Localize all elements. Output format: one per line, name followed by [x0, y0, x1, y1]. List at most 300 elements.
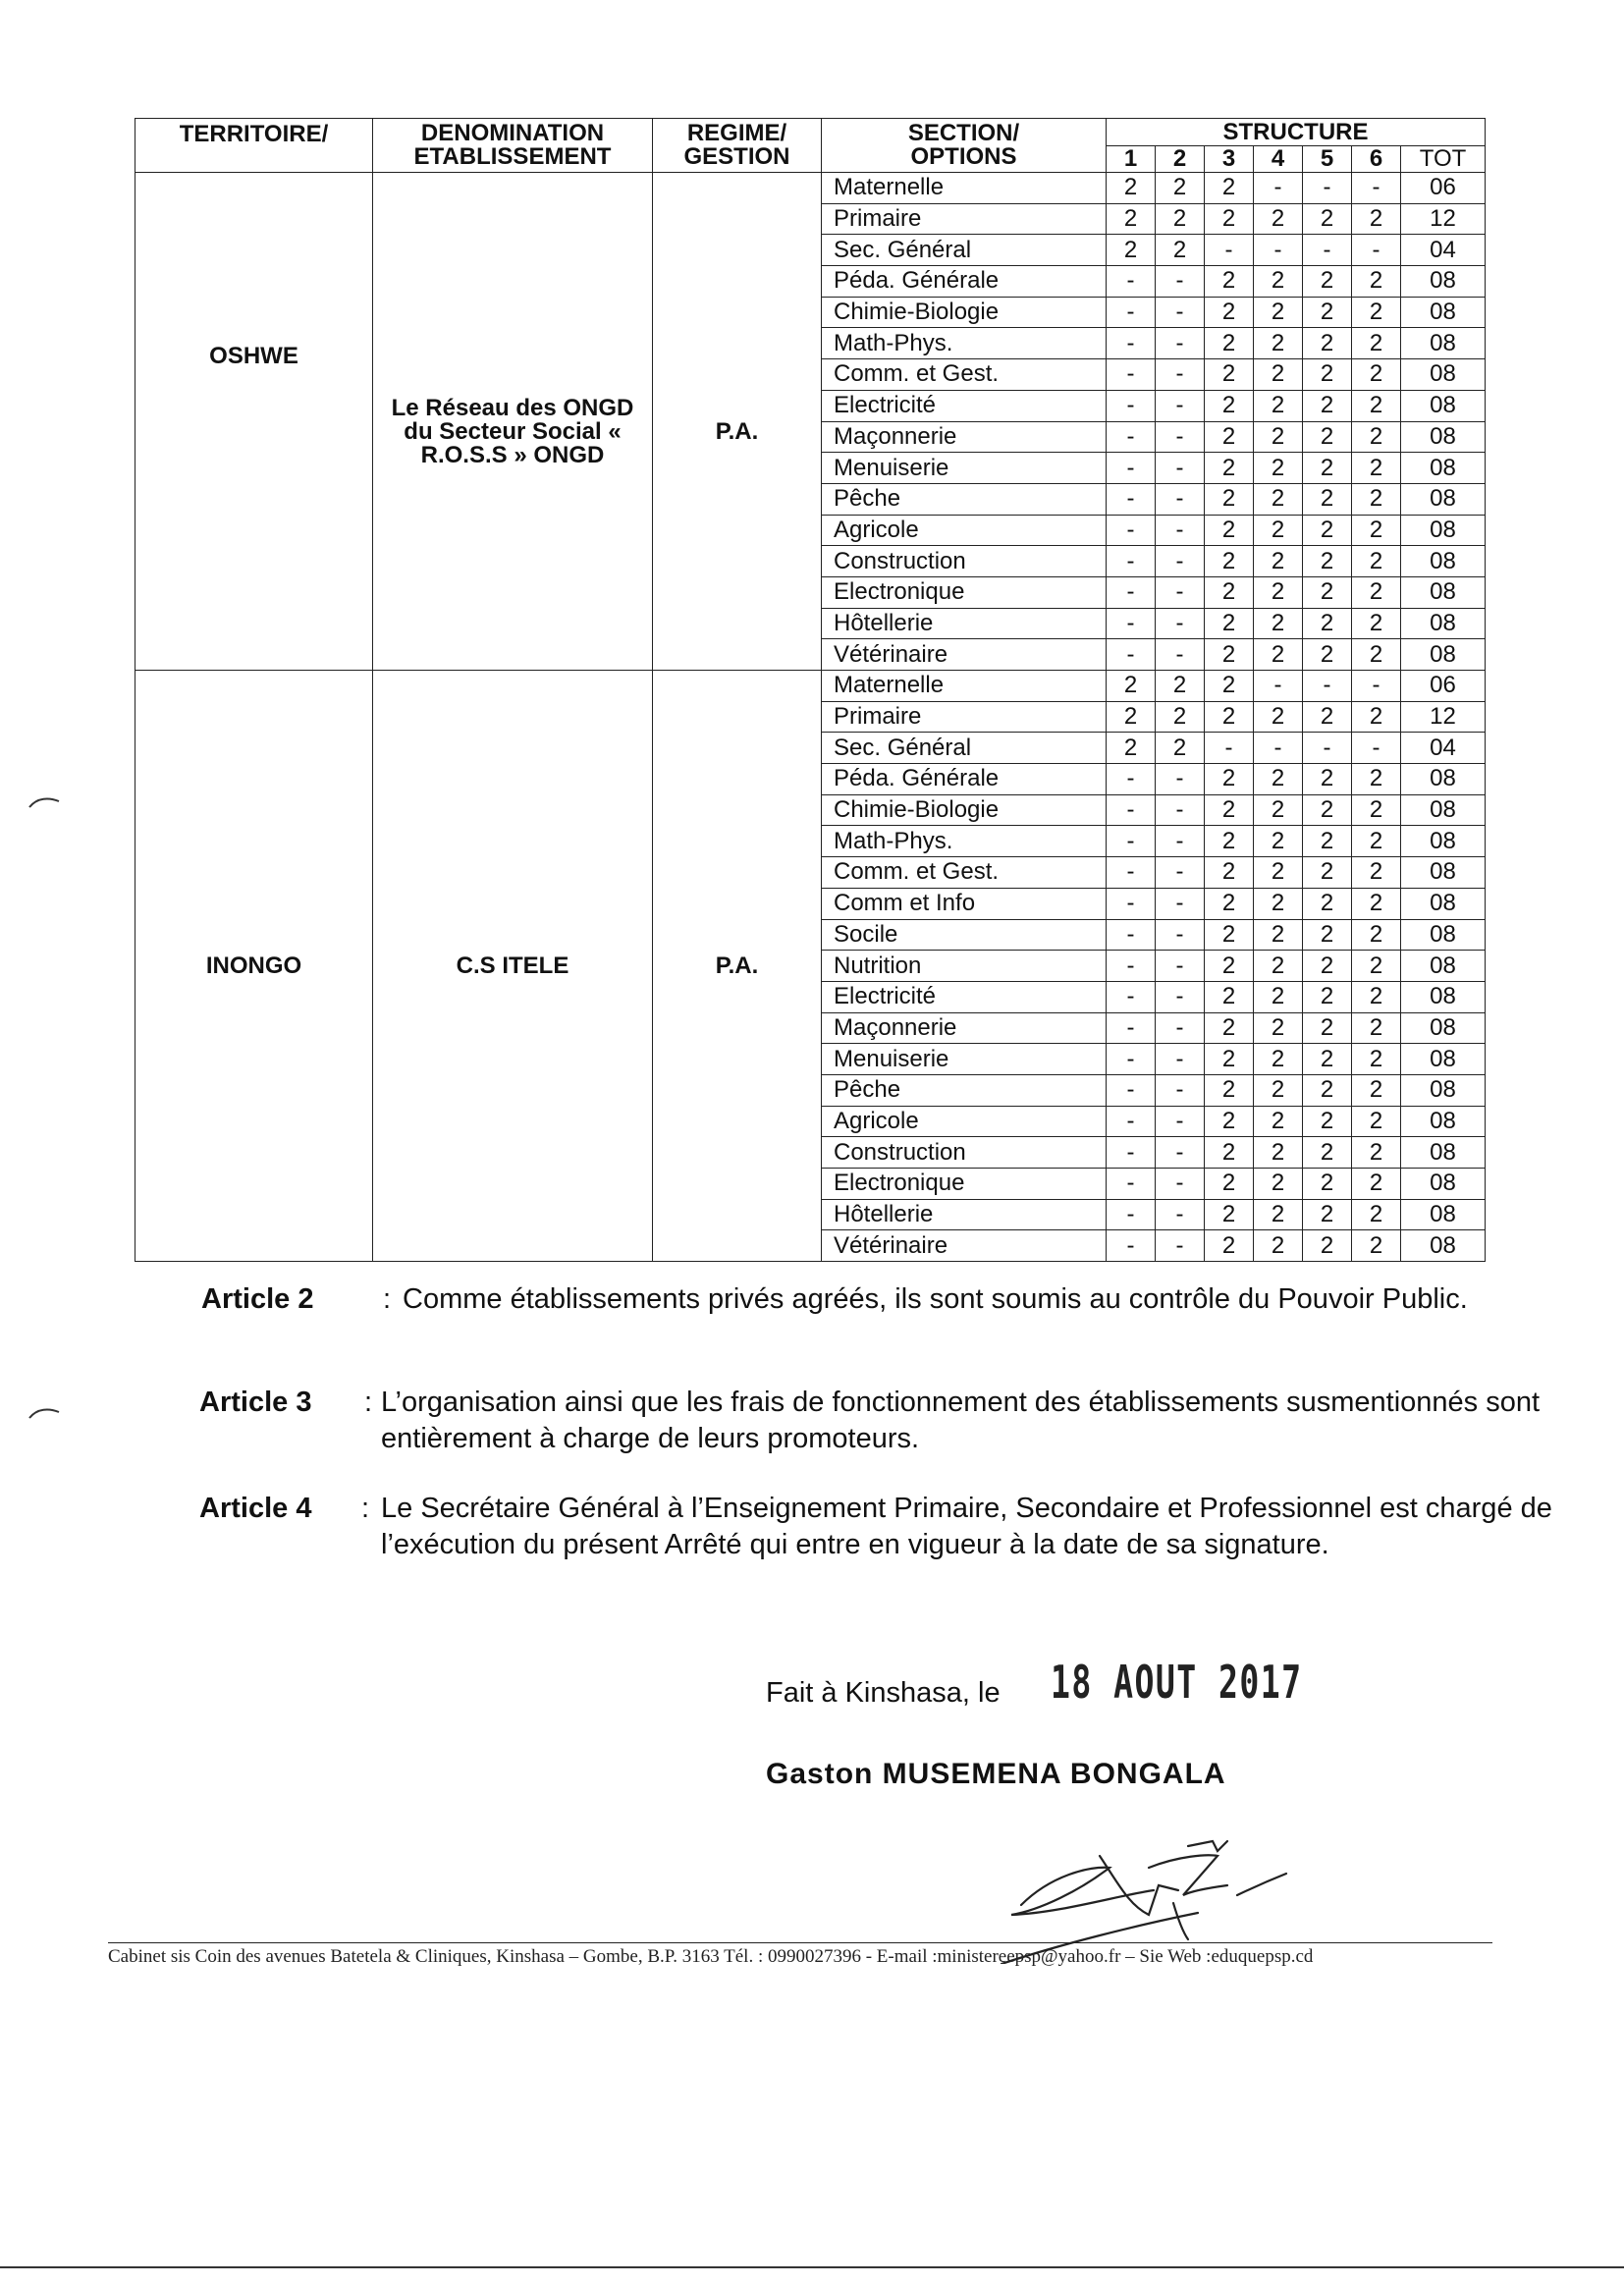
total-cell: 08 — [1401, 515, 1486, 546]
level-cell: 2 — [1303, 1230, 1352, 1262]
level-cell: 2 — [1352, 701, 1401, 733]
level-cell: 2 — [1303, 608, 1352, 639]
total-cell: 08 — [1401, 919, 1486, 951]
level-cell: 2 — [1205, 203, 1254, 235]
level-cell: - — [1107, 266, 1156, 298]
level-cell: 2 — [1156, 235, 1205, 266]
header-regime: REGIME/ GESTION — [653, 119, 822, 173]
level-cell: - — [1156, 390, 1205, 421]
total-cell: 06 — [1401, 671, 1486, 702]
level-cell: 2 — [1107, 203, 1156, 235]
level-cell: 2 — [1254, 328, 1303, 359]
level-cell: 2 — [1254, 951, 1303, 982]
margin-mark — [27, 1404, 61, 1422]
level-cell: 2 — [1352, 266, 1401, 298]
level-cell: 2 — [1107, 733, 1156, 764]
level-cell: - — [1107, 1169, 1156, 1200]
level-cell: - — [1303, 733, 1352, 764]
level-cell: 2 — [1352, 483, 1401, 515]
level-cell: 2 — [1156, 733, 1205, 764]
level-cell: - — [1107, 1137, 1156, 1169]
total-cell: 08 — [1401, 826, 1486, 857]
level-cell: 2 — [1303, 359, 1352, 391]
header-level-2: 2 — [1156, 146, 1205, 173]
level-cell: - — [1107, 826, 1156, 857]
total-cell: 08 — [1401, 1106, 1486, 1137]
level-cell: - — [1156, 297, 1205, 328]
header-territoire: TERRITOIRE/ — [135, 119, 373, 173]
level-cell: 2 — [1303, 951, 1352, 982]
level-cell: - — [1303, 173, 1352, 204]
level-cell: - — [1156, 546, 1205, 577]
level-cell: 2 — [1205, 701, 1254, 733]
level-cell: 2 — [1156, 173, 1205, 204]
level-cell: - — [1156, 951, 1205, 982]
section-option-cell: Electronique — [822, 576, 1107, 608]
level-cell: 2 — [1205, 1169, 1254, 1200]
level-cell: 2 — [1352, 888, 1401, 919]
level-cell: - — [1205, 733, 1254, 764]
article-colon: : — [383, 1283, 392, 1315]
level-cell: - — [1107, 421, 1156, 453]
total-cell: 08 — [1401, 1230, 1486, 1262]
level-cell: 2 — [1107, 235, 1156, 266]
level-cell: 2 — [1352, 453, 1401, 484]
level-cell: - — [1107, 483, 1156, 515]
signer-name: Gaston MUSEMENA BONGALA — [766, 1758, 1226, 1790]
level-cell: - — [1156, 981, 1205, 1012]
level-cell: - — [1156, 857, 1205, 889]
header-level-3: 3 — [1205, 146, 1254, 173]
article-text: Comme établissements privés agréés, ils sont soumis au contrôle du Pouvoir Public. — [403, 1283, 1468, 1315]
section-option-cell: Construction — [822, 546, 1107, 577]
level-cell: 2 — [1303, 1199, 1352, 1230]
level-cell: - — [1107, 359, 1156, 391]
level-cell: - — [1254, 733, 1303, 764]
article-label: Article 4 — [199, 1493, 312, 1524]
level-cell: 2 — [1303, 639, 1352, 671]
level-cell: 2 — [1352, 203, 1401, 235]
level-cell: 2 — [1205, 764, 1254, 795]
level-cell: 2 — [1205, 515, 1254, 546]
level-cell: 2 — [1254, 1044, 1303, 1075]
level-cell: 2 — [1254, 1074, 1303, 1106]
section-option-cell: Math-Phys. — [822, 328, 1107, 359]
level-cell: - — [1156, 421, 1205, 453]
level-cell: 2 — [1352, 421, 1401, 453]
header-structure: STRUCTURE — [1107, 119, 1486, 146]
level-cell: 2 — [1352, 359, 1401, 391]
level-cell: - — [1156, 1044, 1205, 1075]
level-cell: 2 — [1303, 1074, 1352, 1106]
level-cell: 2 — [1352, 297, 1401, 328]
level-cell: - — [1352, 173, 1401, 204]
section-option-cell: Nutrition — [822, 951, 1107, 982]
level-cell: 2 — [1254, 826, 1303, 857]
total-cell: 08 — [1401, 981, 1486, 1012]
level-cell: 2 — [1303, 483, 1352, 515]
level-cell: 2 — [1254, 981, 1303, 1012]
level-cell: - — [1107, 1199, 1156, 1230]
level-cell: 2 — [1205, 576, 1254, 608]
header-level-5: 5 — [1303, 146, 1352, 173]
level-cell: 2 — [1352, 1106, 1401, 1137]
level-cell: - — [1156, 576, 1205, 608]
section-option-cell: Péda. Générale — [822, 764, 1107, 795]
level-cell: - — [1107, 390, 1156, 421]
level-cell: 2 — [1303, 576, 1352, 608]
level-cell: - — [1107, 857, 1156, 889]
level-cell: 2 — [1352, 1199, 1401, 1230]
level-cell: 2 — [1352, 1169, 1401, 1200]
total-cell: 12 — [1401, 203, 1486, 235]
level-cell: 2 — [1254, 390, 1303, 421]
level-cell: - — [1156, 453, 1205, 484]
level-cell: 2 — [1254, 546, 1303, 577]
level-cell: 2 — [1303, 266, 1352, 298]
level-cell: 2 — [1254, 483, 1303, 515]
level-cell: - — [1156, 1074, 1205, 1106]
total-cell: 08 — [1401, 390, 1486, 421]
level-cell: 2 — [1254, 919, 1303, 951]
header-section: SECTION/ OPTIONS — [822, 119, 1107, 173]
article-colon: : — [361, 1493, 370, 1524]
level-cell: 2 — [1254, 888, 1303, 919]
section-option-cell: Construction — [822, 1137, 1107, 1169]
level-cell: 2 — [1303, 1012, 1352, 1044]
footer-address: Cabinet sis Coin des avenues Batetela & Cliniques, Kinshasa – Gombe, B.P. 3163 Tél. : 0990027396 - E-mail :ministereepsp@yahoo.fr – Sie Web :eduquepsp.cd — [108, 1946, 1314, 1967]
total-cell: 08 — [1401, 576, 1486, 608]
level-cell: - — [1107, 576, 1156, 608]
table-row — [135, 671, 1486, 702]
level-cell: 2 — [1352, 546, 1401, 577]
header-level-tot: TOT — [1401, 146, 1486, 173]
article-text: L’organisation ainsi que les frais de fonctionnement des établissements susmentionnés sont entièrement à charge de leurs promoteurs. — [381, 1387, 1541, 1455]
total-cell: 08 — [1401, 328, 1486, 359]
level-cell: 2 — [1254, 1012, 1303, 1044]
level-cell: 2 — [1303, 1169, 1352, 1200]
level-cell: 2 — [1352, 1230, 1401, 1262]
level-cell: - — [1156, 483, 1205, 515]
territoire-cell: OSHWE — [135, 173, 373, 671]
level-cell: 2 — [1205, 546, 1254, 577]
total-cell: 08 — [1401, 888, 1486, 919]
level-cell: 2 — [1254, 857, 1303, 889]
level-cell: 2 — [1303, 826, 1352, 857]
section-option-cell: Sec. Général — [822, 235, 1107, 266]
level-cell: - — [1352, 733, 1401, 764]
level-cell: - — [1107, 888, 1156, 919]
level-cell: - — [1156, 515, 1205, 546]
level-cell: 2 — [1303, 888, 1352, 919]
level-cell: 2 — [1205, 1044, 1254, 1075]
total-cell: 08 — [1401, 1074, 1486, 1106]
level-cell: 2 — [1205, 826, 1254, 857]
level-cell: - — [1303, 671, 1352, 702]
total-cell: 08 — [1401, 639, 1486, 671]
level-cell: 2 — [1254, 421, 1303, 453]
level-cell: 2 — [1205, 794, 1254, 826]
section-option-cell: Maternelle — [822, 173, 1107, 204]
level-cell: 2 — [1205, 981, 1254, 1012]
level-cell: 2 — [1205, 390, 1254, 421]
level-cell: 2 — [1352, 1012, 1401, 1044]
level-cell: 2 — [1254, 764, 1303, 795]
level-cell: - — [1107, 919, 1156, 951]
level-cell: 2 — [1352, 1074, 1401, 1106]
level-cell: - — [1107, 794, 1156, 826]
level-cell: - — [1303, 235, 1352, 266]
total-cell: 04 — [1401, 235, 1486, 266]
level-cell: - — [1156, 1106, 1205, 1137]
total-cell: 04 — [1401, 733, 1486, 764]
level-cell: 2 — [1205, 1012, 1254, 1044]
total-cell: 08 — [1401, 1169, 1486, 1200]
total-cell: 08 — [1401, 1012, 1486, 1044]
level-cell: 2 — [1205, 483, 1254, 515]
total-cell: 06 — [1401, 173, 1486, 204]
total-cell: 08 — [1401, 794, 1486, 826]
total-cell: 08 — [1401, 421, 1486, 453]
level-cell: - — [1107, 1012, 1156, 1044]
level-cell: - — [1156, 794, 1205, 826]
level-cell: - — [1107, 764, 1156, 795]
level-cell: 2 — [1303, 453, 1352, 484]
level-cell: 2 — [1352, 515, 1401, 546]
level-cell: 2 — [1352, 826, 1401, 857]
total-cell: 08 — [1401, 266, 1486, 298]
total-cell: 08 — [1401, 764, 1486, 795]
level-cell: 2 — [1254, 359, 1303, 391]
footer-rule — [108, 1942, 1492, 1943]
level-cell: 2 — [1303, 1044, 1352, 1075]
total-cell: 08 — [1401, 951, 1486, 982]
header-level-4: 4 — [1254, 146, 1303, 173]
total-cell: 08 — [1401, 1137, 1486, 1169]
level-cell: - — [1156, 1137, 1205, 1169]
level-cell: 2 — [1352, 608, 1401, 639]
level-cell: 2 — [1107, 701, 1156, 733]
level-cell: - — [1107, 1044, 1156, 1075]
level-cell: 2 — [1303, 546, 1352, 577]
level-cell: - — [1156, 1012, 1205, 1044]
level-cell: 2 — [1205, 888, 1254, 919]
section-option-cell: Hôtellerie — [822, 608, 1107, 639]
total-cell: 12 — [1401, 701, 1486, 733]
section-option-cell: Maçonnerie — [822, 421, 1107, 453]
level-cell: - — [1107, 1230, 1156, 1262]
level-cell: 2 — [1205, 1106, 1254, 1137]
level-cell: 2 — [1254, 453, 1303, 484]
level-cell: - — [1156, 639, 1205, 671]
level-cell: - — [1107, 1106, 1156, 1137]
level-cell: - — [1107, 328, 1156, 359]
level-cell: - — [1107, 546, 1156, 577]
level-cell: 2 — [1254, 1137, 1303, 1169]
level-cell: - — [1107, 951, 1156, 982]
level-cell: 2 — [1205, 951, 1254, 982]
regime-cell: P.A. — [653, 173, 822, 671]
article-label: Article 3 — [199, 1387, 312, 1418]
level-cell: 2 — [1156, 671, 1205, 702]
level-cell: 2 — [1352, 764, 1401, 795]
section-option-cell: Socile — [822, 919, 1107, 951]
level-cell: 2 — [1303, 390, 1352, 421]
section-option-cell: Primaire — [822, 701, 1107, 733]
level-cell: 2 — [1254, 266, 1303, 298]
level-cell: - — [1156, 608, 1205, 639]
level-cell: - — [1205, 235, 1254, 266]
level-cell: 2 — [1352, 919, 1401, 951]
level-cell: 2 — [1205, 1137, 1254, 1169]
level-cell: - — [1156, 919, 1205, 951]
total-cell: 08 — [1401, 608, 1486, 639]
level-cell: - — [1156, 359, 1205, 391]
section-option-cell: Pêche — [822, 483, 1107, 515]
level-cell: 2 — [1303, 421, 1352, 453]
level-cell: - — [1107, 981, 1156, 1012]
header-level-6: 6 — [1352, 146, 1401, 173]
level-cell: - — [1156, 266, 1205, 298]
section-option-cell: Menuiserie — [822, 453, 1107, 484]
level-cell: - — [1254, 173, 1303, 204]
level-cell: 2 — [1303, 857, 1352, 889]
level-cell: 2 — [1303, 701, 1352, 733]
level-cell: 2 — [1107, 173, 1156, 204]
place-date-text: Fait à Kinshasa, le — [766, 1677, 1001, 1709]
level-cell: - — [1156, 1230, 1205, 1262]
margin-mark — [27, 793, 61, 811]
regime-cell: P.A. — [653, 671, 822, 1262]
section-option-cell: Hôtellerie — [822, 1199, 1107, 1230]
section-option-cell: Agricole — [822, 1106, 1107, 1137]
level-cell: 2 — [1254, 1230, 1303, 1262]
level-cell: 2 — [1205, 266, 1254, 298]
section-option-cell: Menuiserie — [822, 1044, 1107, 1075]
level-cell: 2 — [1205, 671, 1254, 702]
denomination-cell: Le Réseau des ONGD du Secteur Social « R.O.S.S » ONGD — [373, 173, 653, 671]
level-cell: 2 — [1303, 981, 1352, 1012]
level-cell: 2 — [1205, 173, 1254, 204]
level-cell: 2 — [1254, 1106, 1303, 1137]
section-option-cell: Vétérinaire — [822, 639, 1107, 671]
total-cell: 08 — [1401, 1044, 1486, 1075]
section-option-cell: Comm. et Gest. — [822, 857, 1107, 889]
section-option-cell: Comm et Info — [822, 888, 1107, 919]
level-cell: 2 — [1254, 515, 1303, 546]
level-cell: 2 — [1205, 639, 1254, 671]
level-cell: 2 — [1352, 390, 1401, 421]
level-cell: 2 — [1352, 857, 1401, 889]
level-cell: 2 — [1205, 453, 1254, 484]
scan-edge-line — [0, 2266, 1624, 2268]
level-cell: - — [1352, 671, 1401, 702]
level-cell: 2 — [1303, 764, 1352, 795]
level-cell: 2 — [1352, 1137, 1401, 1169]
level-cell: 2 — [1254, 203, 1303, 235]
level-cell: - — [1107, 515, 1156, 546]
table-row — [135, 173, 1486, 204]
territoire-cell: INONGO — [135, 671, 373, 1262]
level-cell: 2 — [1107, 671, 1156, 702]
level-cell: 2 — [1352, 328, 1401, 359]
level-cell: 2 — [1205, 1074, 1254, 1106]
level-cell: 2 — [1205, 1199, 1254, 1230]
level-cell: - — [1156, 328, 1205, 359]
level-cell: 2 — [1254, 608, 1303, 639]
level-cell: 2 — [1205, 421, 1254, 453]
level-cell: 2 — [1303, 1137, 1352, 1169]
level-cell: 2 — [1205, 297, 1254, 328]
level-cell: 2 — [1352, 576, 1401, 608]
level-cell: 2 — [1303, 515, 1352, 546]
level-cell: - — [1107, 453, 1156, 484]
level-cell: - — [1156, 1199, 1205, 1230]
level-cell: 2 — [1254, 701, 1303, 733]
denomination-cell: C.S ITELE — [373, 671, 653, 1262]
section-option-cell: Chimie-Biologie — [822, 297, 1107, 328]
level-cell: 2 — [1254, 1169, 1303, 1200]
level-cell: - — [1156, 888, 1205, 919]
section-option-cell: Electricité — [822, 390, 1107, 421]
level-cell: 2 — [1303, 328, 1352, 359]
schools-structure-table — [135, 118, 1486, 1262]
level-cell: 2 — [1352, 981, 1401, 1012]
section-option-cell: Agricole — [822, 515, 1107, 546]
total-cell: 08 — [1401, 453, 1486, 484]
total-cell: 08 — [1401, 1199, 1486, 1230]
section-option-cell: Math-Phys. — [822, 826, 1107, 857]
section-option-cell: Maternelle — [822, 671, 1107, 702]
level-cell: - — [1254, 235, 1303, 266]
level-cell: - — [1107, 1074, 1156, 1106]
section-option-cell: Maçonnerie — [822, 1012, 1107, 1044]
level-cell: 2 — [1156, 203, 1205, 235]
level-cell: 2 — [1156, 701, 1205, 733]
level-cell: 2 — [1254, 639, 1303, 671]
total-cell: 08 — [1401, 483, 1486, 515]
section-option-cell: Chimie-Biologie — [822, 794, 1107, 826]
section-option-cell: Vétérinaire — [822, 1230, 1107, 1262]
level-cell: 2 — [1205, 608, 1254, 639]
section-option-cell: Comm. et Gest. — [822, 359, 1107, 391]
article-text: Le Secrétaire Général à l’Enseignement Primaire, Secondaire et Professionnel est chargé de l’exécution du présent Arrêté qui entre en vigueur à la date de sa signature. — [381, 1493, 1552, 1561]
article-colon: : — [364, 1387, 373, 1418]
level-cell: 2 — [1352, 951, 1401, 982]
level-cell: 2 — [1254, 1199, 1303, 1230]
section-option-cell: Péda. Générale — [822, 266, 1107, 298]
level-cell: - — [1156, 1169, 1205, 1200]
section-option-cell: Pêche — [822, 1074, 1107, 1106]
level-cell: 2 — [1205, 328, 1254, 359]
total-cell: 08 — [1401, 297, 1486, 328]
level-cell: 2 — [1303, 1106, 1352, 1137]
level-cell: 2 — [1205, 857, 1254, 889]
level-cell: 2 — [1205, 1230, 1254, 1262]
header-level-1: 1 — [1107, 146, 1156, 173]
section-option-cell: Electricité — [822, 981, 1107, 1012]
handwritten-signature — [982, 1797, 1335, 1964]
section-option-cell: Sec. Général — [822, 733, 1107, 764]
total-cell: 08 — [1401, 359, 1486, 391]
level-cell: - — [1352, 235, 1401, 266]
article-label: Article 2 — [201, 1283, 314, 1315]
level-cell: - — [1156, 764, 1205, 795]
total-cell: 08 — [1401, 546, 1486, 577]
level-cell: - — [1156, 826, 1205, 857]
date-stamp: 18 AOUT 2017 — [1051, 1656, 1303, 1709]
level-cell: 2 — [1303, 794, 1352, 826]
